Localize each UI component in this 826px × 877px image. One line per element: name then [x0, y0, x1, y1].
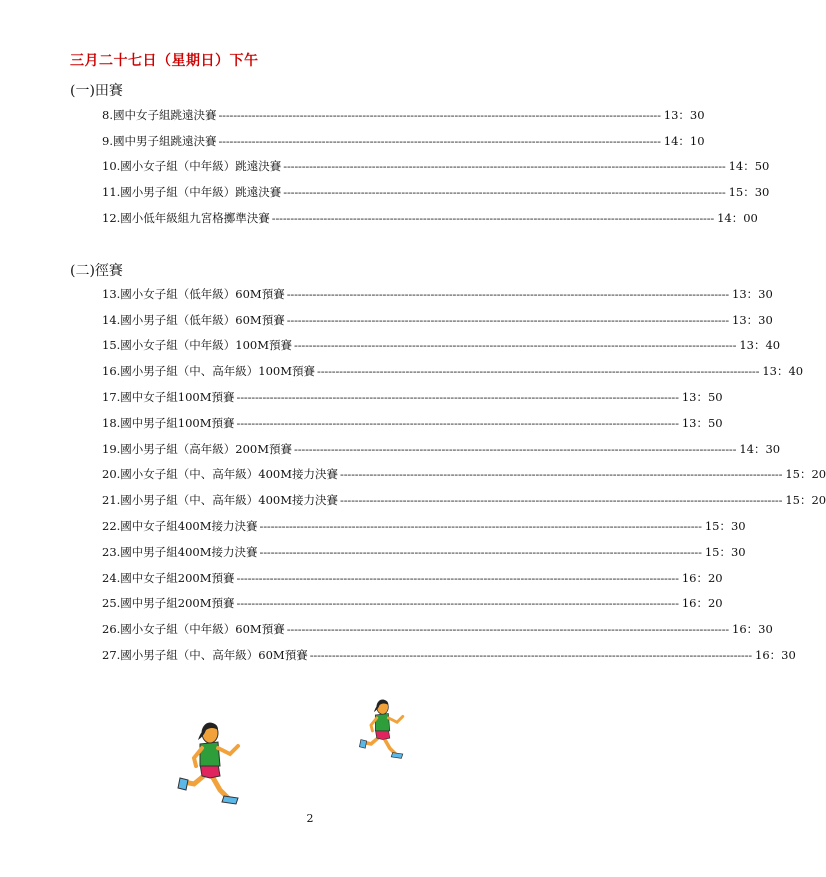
event-label: 12.國小低年級組九宮格擲準決賽 — [102, 211, 270, 226]
dash-leader: ------------------------------------------------------------------------------------------------------------------------ — [294, 441, 737, 456]
schedule-row — [102, 565, 723, 591]
dash-leader: ------------------------------------------------------------------------------------------------------------------------ — [271, 211, 715, 226]
event-label: 14.國小男子組（低年級）60M預賽 — [102, 312, 285, 327]
track-event-list — [102, 281, 826, 668]
runner-illustration-large — [176, 718, 248, 806]
event-label: 19.國小男子組（高年級）200M預賽 — [102, 441, 293, 456]
dash-leader: ------------------------------------------------------------------------------------------------------------------------ — [340, 493, 783, 508]
dash-leader: ------------------------------------------------------------------------------------------------------------------------ — [218, 133, 661, 148]
dash-leader: ------------------------------------------------------------------------------------------------------------------------ — [340, 467, 783, 482]
event-time: 13：30 — [732, 286, 773, 301]
schedule-row — [102, 642, 796, 668]
event-time: 13：40 — [762, 364, 804, 379]
event-label: 20.國小女子組（中、高年級）400M接力決賽 — [102, 467, 339, 482]
event-label: 8.國中女子組跳遠決賽 — [102, 107, 217, 122]
dash-leader: ------------------------------------------------------------------------------------------------------------------------ — [218, 107, 661, 122]
schedule-row — [102, 591, 723, 617]
schedule-row — [102, 358, 804, 384]
page-heading: 三月二十七日（星期日）下午 — [70, 53, 259, 69]
schedule-row — [102, 102, 705, 128]
event-label: 17.國中女子組100M預賽 — [102, 390, 235, 405]
event-label: 21.國小男子組（中、高年級）400M接力決賽 — [102, 493, 339, 508]
dash-leader: ------------------------------------------------------------------------------------------------------------------------ — [317, 364, 760, 379]
event-time: 15：20 — [785, 467, 826, 482]
event-time: 13：40 — [739, 338, 781, 353]
schedule-row — [102, 462, 826, 488]
dash-leader: ------------------------------------------------------------------------------------------------------------------------ — [283, 185, 726, 200]
dash-leader: ------------------------------------------------------------------------------------------------------------------------ — [286, 312, 729, 327]
dash-leader: ------------------------------------------------------------------------------------------------------------------------ — [236, 570, 679, 585]
section-title-track: (二)徑賽 — [70, 263, 123, 279]
schedule-row — [102, 205, 758, 231]
dash-leader: ------------------------------------------------------------------------------------------------------------------------ — [283, 159, 726, 174]
event-time: 14：30 — [739, 441, 781, 456]
schedule-row — [102, 179, 770, 205]
schedule-row — [102, 410, 723, 436]
event-label: 27.國小男子組（中、高年級）60M預賽 — [102, 648, 308, 663]
event-time: 14：50 — [728, 159, 770, 174]
dash-leader: ------------------------------------------------------------------------------------------------------------------------ — [259, 519, 702, 534]
schedule-row — [102, 154, 770, 180]
event-label: 26.國小女子組（中年級）60M預賽 — [102, 622, 285, 637]
schedule-row — [102, 281, 773, 307]
dash-leader: ------------------------------------------------------------------------------------------------------------------------ — [286, 286, 729, 301]
schedule-row — [102, 539, 746, 565]
page-number: 2 — [306, 812, 314, 825]
dash-leader: ------------------------------------------------------------------------------------------------------------------------ — [294, 338, 737, 353]
schedule-row — [102, 436, 781, 462]
schedule-row — [102, 384, 723, 410]
event-label: 10.國小女子組（中年級）跳遠決賽 — [102, 159, 282, 174]
event-label: 9.國中男子組跳遠決賽 — [102, 133, 217, 148]
event-label: 11.國小男子組（中年級）跳遠決賽 — [102, 185, 282, 200]
event-time: 14：00 — [717, 211, 758, 226]
event-label: 16.國小男子組（中、高年級）100M預賽 — [102, 364, 316, 379]
schedule-row — [102, 487, 826, 513]
schedule-row — [102, 307, 773, 333]
dash-leader: ------------------------------------------------------------------------------------------------------------------------ — [286, 622, 729, 637]
runner-illustration-small — [358, 696, 410, 760]
dash-leader: ------------------------------------------------------------------------------------------------------------------------ — [259, 544, 702, 559]
section-title-field: (一)田賽 — [70, 83, 123, 99]
event-time: 13：30 — [663, 107, 705, 122]
event-time: 13：30 — [732, 312, 773, 327]
event-time: 15：30 — [704, 544, 746, 559]
event-time: 16：20 — [681, 596, 723, 611]
event-label: 18.國中男子組100M預賽 — [102, 415, 235, 430]
event-label: 25.國中男子組200M預賽 — [102, 596, 235, 611]
event-time: 15：30 — [728, 185, 770, 200]
event-time: 16：30 — [732, 622, 773, 637]
event-label: 13.國小女子組（低年級）60M預賽 — [102, 286, 285, 301]
event-label: 15.國小女子組（中年級）100M預賽 — [102, 338, 293, 353]
event-time: 13：50 — [681, 415, 723, 430]
event-time: 16：30 — [755, 648, 796, 663]
schedule-row — [102, 128, 705, 154]
event-time: 13：50 — [681, 390, 723, 405]
event-label: 24.國中女子組200M預賽 — [102, 570, 235, 585]
event-label: 22.國中女子組400M接力決賽 — [102, 519, 258, 534]
event-time: 16：20 — [681, 570, 723, 585]
schedule-row — [102, 616, 773, 642]
dash-leader: ------------------------------------------------------------------------------------------------------------------------ — [309, 648, 752, 663]
dash-leader: ------------------------------------------------------------------------------------------------------------------------ — [236, 596, 679, 611]
event-time: 14：10 — [663, 133, 705, 148]
dash-leader: ------------------------------------------------------------------------------------------------------------------------ — [236, 390, 679, 405]
event-time: 15：20 — [785, 493, 826, 508]
event-time: 15：30 — [704, 519, 746, 534]
event-label: 23.國中男子組400M接力決賽 — [102, 544, 258, 559]
field-event-list — [102, 102, 770, 231]
schedule-row — [102, 513, 746, 539]
schedule-row — [102, 333, 781, 359]
dash-leader: ------------------------------------------------------------------------------------------------------------------------ — [236, 415, 679, 430]
